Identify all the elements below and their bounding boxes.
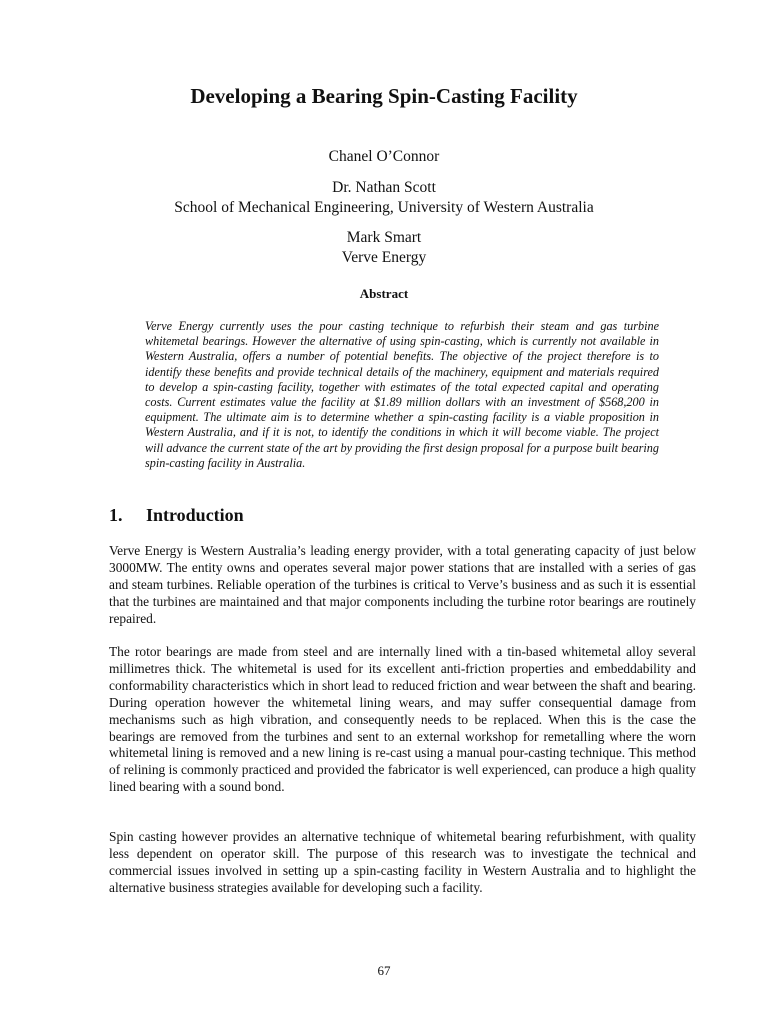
author-name: Dr. Nathan Scott bbox=[332, 179, 436, 196]
section-title: Introduction bbox=[146, 505, 244, 525]
abstract-text: Verve Energy currently uses the pour casting technique to refurbish their steam and gas turbine whitemetal bearings. However the alternative of using spin-casting, which is currently not available in Western Australia, offers a number of potential benefits. The objective of the project therefore is to identify these benefits and provide technical details of the machinery, equipment and materials required to develop a spin-casting facility, together with estimates of the total expected capital and operating costs. Current estimates value the facility at $1.89 million dollars with an investment of $568,200 in equipment. The ultimate aim is to determine whether a spin-casting facility is a viable proposition in Western Australia, and if it is not, to identify the conditions in which it will become viable. The project will advance the current state of the art by providing the first design proposal for a purpose built bearing spin-casting facility in Australia. bbox=[145, 319, 659, 470]
abstract-heading: Abstract bbox=[359, 286, 409, 301]
body-paragraph: Verve Energy is Western Australia’s leading energy provider, with a total generating capacity of just below 3000MW. The entity owns and operates several major power stations that are installed with a series of gas and steam turbines. Reliable operation of the turbines is critical to Verve’s business and as such it is essential that the turbines are maintained and that major components including the turbine rotor bearings are routinely repaired. bbox=[109, 543, 696, 626]
author-affiliation: Verve Energy bbox=[341, 249, 427, 266]
author-affiliation: School of Mechanical Engineering, University of Western Australia bbox=[174, 199, 594, 216]
page-number: 67 bbox=[377, 963, 391, 978]
paper-title: Developing a Bearing Spin-Casting Facility bbox=[190, 84, 578, 108]
author-block-3 bbox=[0, 228, 768, 268]
author-name: Chanel O’Connor bbox=[328, 148, 440, 165]
body-paragraph: The rotor bearings are made from steel and are internally lined with a tin-based whitemetal alloy several millimetres thick. The whitemetal is used for its excellent anti-friction properties and embeddability and conformability characteristics which in short lead to reduced friction and wear between the shaft and bearing. During operation however the whitemetal lining wears, and may suffer consequential damage from mechanisms such as high vibration, and consequently needs to be replaced. When this is the case the bearings are removed from the turbines and sent to an external workshop for remetalling where the worn whitemetal lining is removed and a new lining is re-cast using a manual pour-casting technique. This method of relining is commonly practiced and provided the fabricator is well experienced, can produce a high quality lined bearing with a sound bond. bbox=[109, 644, 696, 795]
author-block-2 bbox=[0, 178, 768, 218]
author-name: Mark Smart bbox=[346, 229, 422, 246]
body-paragraph: Spin casting however provides an alternative technique of whitemetal bearing refurbishment, with quality less dependent on operator skill. The purpose of this research was to investigate the technical and commercial issues involved in setting up a spin-casting facility in Western Australia and to highlight the alternative business strategies available for developing such a facility. bbox=[109, 829, 696, 895]
section-heading bbox=[109, 505, 244, 526]
author-block-1 bbox=[0, 147, 768, 167]
section-number: 1. bbox=[109, 505, 123, 525]
